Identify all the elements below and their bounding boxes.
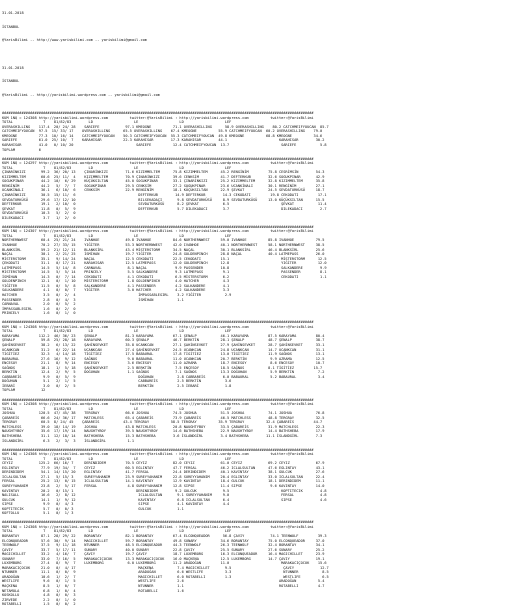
column-header-line: TOTAL T 81/82/83 LD LE LD LEF <box>2 165 232 170</box>
result-row: ELCONQUEADOR 57.6 30/ 9/ 14 MAGICHILLET 59.7 BORANTAY 49.8 SUNARY 34.6 BORANTAY 75.0 ELCONQUEADOR 37.0 <box>2 538 325 543</box>
result-row: ŞAHİNSEVKET 38.2 6/ 13/ 22 ŞAHİNSEVKET 35.8 UCANKCAN 27.1 ŞAHİNSEVKET 27.9 ŞAHİNSEVKET 28.7 ŞAHİNSEVKET 33.1 <box>2 343 325 348</box>
result-row: KIZIMMELTEM 60.6 25/ 11/ 4 KIZIMMELTEM 70.9 ÇINARİNKIZI 39.6 CENKSİM 41.7 DEFTERKUB 32.6 SOGUKPINAR 42.9 <box>2 174 325 179</box>
result-row: ÇEKODATI 31.1 0/ 17/ 21 KARAHISAR 12.5 LATMEPASS 12.0 GOLDENPINCH 12.8 YIĞİTER 12.0 <box>2 261 327 266</box>
result-row: ICLALSULTAN 27.1 5/ 15/ 3 SUREYYAHANIM 23.9 SUREYYAHANIM 22.8 SUREYYAHANIM 20.4 EGLINTAY 33.0 ICLALSULTAN 22.4 <box>2 474 325 479</box>
result-row: SEVDATURKÜSÜ 10.3 5/ 2/ 0 <box>2 211 76 216</box>
race-info-line: KUM 1NQ = 124307 http://yarisbilimi.wordpress.com twitter:@YarisBilimi : http://yarisbilimi.wordpress.com twitter:@YarisBilimi <box>2 229 314 234</box>
header-line: İSTANBUL <box>2 24 20 29</box>
result-row: İSLANDGİRL 6.3 2/ 3/ 3 İSLANDGİRL 1.1 <box>2 438 134 443</box>
result-row: ARADOĞAN 10.6 1/ 2/ 7 MAGICHILLET 6.0 ROTABELLI 1.3 WESTLIFE 6.5 <box>2 574 329 579</box>
race-block <box>2 225 528 316</box>
race-block <box>2 157 528 221</box>
result-row: BATHSHEBA 31.1 12/ 18/ 14 BATHSHEBA 15.3 BATHSHEBA 3.6 İSLANDGİRL 3.4 BATHSHEBA 11.1 İSLANDGİRL 7.3 <box>2 433 323 438</box>
race-block <box>2 398 528 443</box>
result-row: CARNAVAL 2.0 0/ 5/ 2 <box>2 302 76 307</box>
header-line: 31.01.2018 <box>2 65 24 70</box>
separator-line: ################################################################################################################################################ <box>2 447 314 452</box>
result-row: SUREYYAHANIM 23.8 2/ 5/ 17 FERSAL 4.8 SUREYYAHANIM 12.8 SIPSE 11.4 SIPSE 9.6 KAVINTAY 14.0 <box>2 483 325 488</box>
result-row: TERGRAY 60.5 8/ 24/ 45 ÇABAREİS 43.4 TERGRAY 58.5 TERGRAY 35.9 TERGRAY 32.4 ÇABAREİS 44.7 <box>2 420 323 425</box>
separator-line: ################################################################################################################################################ <box>2 224 314 229</box>
result-row: BORANTAY 87.1 28/ 29/ 22 BORANTAY 82.1 BORANTAY 67.4 ELCONQUEADOR 56.8 ÇAVIY 74.1 TEENWOLF 39.3 <box>2 533 327 538</box>
result-row: GULCUK 14.1 1/ 9/ 12 KAVINTAY 6.8 ICLALSULTAN 6.4 SIPSE 4.6 <box>2 497 327 502</box>
column-header-line: TOTAL T 81/82/83 LD LE LD LEF <box>2 233 232 238</box>
race-blocks <box>2 111 528 607</box>
result-row: YIĞİTER 11.5 0/ 5/ 8 SALKANDERE 4.1 PASSENDER 4.2 SALKANDERE 4.1 <box>2 283 230 288</box>
separator-line: ################################################################################################################################################ <box>2 111 314 116</box>
result-row: UCANKİNALI 36.1 6/ 10/ 6 CENKSİM 22.9 RENGİNİM 18.1 KÜÇÜKSILTAN 22.9 ŞEVKAT 24.5 SEVDATURKÜSÜ 18.7 <box>2 188 325 193</box>
result-row: HATCHER 3.5 0/ 2/ 4 İMPASSABLEGIRL 3.2 YIĞİTER 2.9 <box>2 293 232 297</box>
result-row: ROTABELLI 1.5 0/ 0/ 2 <box>2 602 76 607</box>
result-row: SOGUKPINAR 44.2 10/ 6/ 29 KÜÇÜKSILTAN 45.0 SOGUKPINAR 33.1 ÇINARİNKIZI 25.2 KIZIMMELTEM 32.8 KIZIMMELTEM 35.8 <box>2 179 325 184</box>
separator-line: ################################################################################################################################################ <box>2 320 314 325</box>
result-row: ZIRVEDE 2.2 0/ 1/ 0 <box>2 597 76 602</box>
result-row: ÇABAREİS 66.6 24/ 36/ 17 MATCHLESS 65.4 ÇABAREİS 73.9 ÇABAREİS 46.5 MATCHLESS 48.8 TERGRAY 32.5 <box>2 415 325 420</box>
result-row: MİSTERSTORM 14.5 5/ 5/ 14 PRINCELY 5.5 SALKANDERE 9.3 LATMEPASS 9.1 PASSENDER 8.1 <box>2 270 327 275</box>
column-header-line: TOTAL T 81/82/83 LD LE LD LEF <box>2 529 232 534</box>
result-row: JOSHUA 120.5 47/ 45/ 38 TERGRAY 66.6 JOSHUA 74.5 JOSHUA 51.5 JOSHUA 74.1 JOSHUA 76.8 <box>2 411 325 416</box>
result-row: ÇAVIY 33.7 5/ 17/ 11 SUNARY 40.0 SUNARY 22.8 ÇAVIY 25.5 SUNARY 27.6 SUNARY 25.2 <box>2 547 325 552</box>
result-row: DERINDIDEM 54.1 14/ 15/ 20 EGLINTAY 41.7 FERSAL 24.4 DERINDIDEM 40.1 KAVINTAY 38.1 GULCUK 27.6 <box>2 470 325 475</box>
race-info-line: KUM 1NQ = 124308 http://yarisbilimi.wordpress.com twitter:@YarisBilimi : http://yarisbilimi.wordpress.com twitter:@YarisBilimi <box>2 402 314 407</box>
result-row: TİGİTİEZ 32.3 4/ 14/ 18 TİGİTİEZ 17.5 BABAURAL 17.8 TİGİTİEZ 13.0 TİGİTİEZ 11.9 SAĞNOS 13.1 <box>2 352 325 357</box>
result-row: KAVINTAY 20.2 0/ 15/ 1 DERINDIDEM 9.2 GULCUK 9.5 KOPTITECIK 4.8 <box>2 488 327 493</box>
result-row: SALKANDERE 4.1 0/ 0/ 7 YIĞİTER 3.0 HATCHER 4.2 SALKANDERE 3.3 <box>2 288 230 293</box>
result-row: TOPLAM 6 <box>2 147 41 152</box>
result-row: İEBARİ 3.0 0/ 2/ 5 BERKTİN 2.5 İEBARİ 1.8 <box>2 383 232 388</box>
column-header-line: TOTAL T 81/82/83 LD LE LD LEF <box>2 406 232 411</box>
result-row: FERSAL 25.2 13/ 0/ 15 ICLALSULTAN 14.1 KAVINTAY 12.9 KAVINTAY 18.4 GULCUK 18.1 DERINDIDEM 11.1 <box>2 479 325 484</box>
header-line: İSTANBUL <box>2 79 20 84</box>
column-header-line: TOTAL T 81/82/83 LD LE LD LEF <box>2 456 232 461</box>
page-header <box>2 2 528 107</box>
result-row: ŞENALP 59.8 25/ 28/ 18 KARAYAMA 60.3 ŞENALP 46.7 BERKTİN 28.1 ŞENALP 48.7 ŞENALP 38.7 <box>2 338 325 343</box>
result-row: NORTHERNWEST 60.4 25/ 21/ 24 IVANHOE 49.8 IVANHOE 84.6 NORTHERNWEST 59.0 IVANHOE 85.8 IVANHOE 79.5 <box>2 238 325 243</box>
result-row: KMEOGNE 77.3 10/ 16/ 14 CATCHMEIFYOUCAN 50.3 CATCHMEIFYOUCAN 55.3 CATCHMEIFYOUCAN 49.8 KMEOGNE 68.8 KMEOGNE 34.6 <box>2 133 323 138</box>
result-row: MAÇKENA 8.5 1/ 0/ 7 NTUNNER 1.1 ROTABELLI 4.7 <box>2 584 325 588</box>
result-row: İSMİHAN 14.3 0/ 7/ 14 CEKODATI 4.1 CEKODATI 6.5 MİSTERSTORM 6.2 CEKODATI 1.1 <box>2 274 327 279</box>
result-row: MARAKACIÇOCUK 21.0 0/ 4/ 17 MAÇKENA 7.4 MAGICHILLET 9.5 ÇAVIY 12.7 <box>2 565 329 570</box>
result-row: BABAURAL 27.6 16/ 9/ 12 SAĞNOS 9.0 BABAURAL 11.0 UCANKCAN 20.7 BERKTİN 9.9 AZRAMA 12.5 <box>2 356 325 361</box>
result-row: LUXEMBORG 27.4 8/ 9/ 7 LUXEMBORG 6.0 LUXEMBORG 11.2 ARADOĞAN 11.0 MARAKACIÇOCUK 15.6 <box>2 561 327 566</box>
header-line: @YarisBilimi -- http://yarisbilimi.wordpress.com -- yarisbilimi@gmail.com <box>2 92 160 97</box>
result-row: SUNARY 33.0 7/ 16/ 5 MARAKACIÇOCUK 13.3 MARAKACIÇOCUK 16.0 MAÇKENA 12.5 LUXEMBORG 14.7 ÇAVIY 19.1 <box>2 556 325 561</box>
result-row: KARAYAMA 112.2 46/ 36/ 23 ŞENALP 81.3 KARAYAMA 67.1 ŞENALP 46.1 KARAYAMA 87.5 KARAYAMA 80.4 <box>2 333 325 338</box>
result-row: SAĞNOS 18.1 1/ 5/ 18 ŞAHİNSEVKET 2.5 BERKTİN 7.5 ENCESOY 18.5 SAĞNOS 8.1 TİGİTİEZ 15.7 <box>2 365 323 370</box>
result-row: ÇINARİNKIZI 99.2 36/ 20/ 13 ÇINARİNKIZI 71.6 KIZIMMELTEM 75.8 KIZIMMELTEM 45.2 RENGİNİM 75.8 CESRİMSİN 54.3 <box>2 170 325 175</box>
header-line: 31.01.2018 <box>2 11 24 16</box>
result-row: BERKTİN 12.4 2/ 9/ 5 DOĞUHAN 1.1 SAĞNOS 7.1 SAĞNOS 13.3 DOĞUHAN 5.9 BERKTİN 7.2 <box>2 370 325 375</box>
separator-line: ################################################################################################################################################ <box>2 397 314 402</box>
race-info-line: KUM 1NQ = 124308 http://yarisbilimi.wordpress.com twitter:@YarisBilimi : http://yarisbilimi.wordpress.com twitter:@YarisBilimi <box>2 324 314 329</box>
result-row: ÇINARİNKIZI 30.5 15/ 11/ 6 DEFTERKUB 14.9 DEFTERKUB 14.3 CEKODATI 19.8 CEKODATI 17.1 <box>2 192 327 197</box>
result-row: KARAHISAR 41.0 0/ 10/ 20 SARIEFE 12.4 CATCHMEIFYOUCAN 13.7 SARIEFE 5.8 <box>2 142 327 147</box>
result-row: NAUGHTYBOY 35.6 17/ 19/ 14 NAUGHTYBOY 39.5 NAUGHTYBOY 14.6 BATHSHEBA 22.9 NAUGHTYBOY 14.4 BATHSHEBA 17.9 <box>2 429 325 434</box>
result-row: NETAMOLA 6.8 1/ 0/ 4 ROTABELLI 1.6 <box>2 588 184 593</box>
result-row: CATCHMEIFYOUCAN 97.5 15/ 33/ 17 OVERASHILLING 65.5 OVERASHILLING 67.4 KMEOGNE 55.9 CATCHMEIFYOUCAN 60.2 OVERASHILLING 79.0 <box>2 129 323 134</box>
result-row: CEYIZ 125.2 66/ 16/ 7 DERINDIDEM 70.5 CEYIZ 82.0 CEYIZ 61.0 CEYIZ 69.2 CEYIZ 67.9 <box>2 461 325 466</box>
column-header-line: TOTAL T 81/82/83 LD LE LD LEF <box>2 329 232 334</box>
result-row: OVERASHILLING 117.4 20/ 24/ 28 SARIEFE 97.1 KMEOGNE 71.1 OVERASHILLING 58.9 OVERASHILLING 80.2 CATCHMEIFYOUCAN 85.7 <box>2 124 329 129</box>
result-row: SEVDATURKÜSÜ 29.6 17/ 12/ 10 BILSEKADAÇI 9.8 SEVDATURKÜSÜ 8.9 SEVDATURKÜSÜ 13.0 KÜÇÜKSILTAN 15.5 <box>2 197 325 202</box>
result-row: PASSENDER 2.8 0/ 4/ 3 İSMİHAN 1.1 <box>2 297 184 302</box>
race-block <box>2 448 528 516</box>
separator-line: ################################################################################################################################################ <box>2 156 314 161</box>
result-row: TOPLAM 12 <box>2 388 46 393</box>
result-row: TEENWOLF 37.5 9/ 11/ 18 NTUNNER 48.5 ELCONQUEADOR 44.3 TEENWOLF 26.3 TEENWOLF 32.4 BORANTAY 34.1 <box>2 543 325 548</box>
race-block <box>2 320 528 393</box>
result-row: BLANKSİRL 59.2 21/ 12/ 11 BLANKSİRL 43.4 MİSTERSTORM 34.5 NAÇAL 30.1 BLANKSİRL 46.4 BLANKSİRL 25.6 <box>2 247 325 252</box>
race-info-line: KUM 1NQ = 124308 http://yarisbilimi.wordpress.com twitter:@YarisBilimi : http://yarisbilimi.wordpress.com twitter:@YarisBilimi <box>2 452 314 457</box>
result-row: KOFTOLLU 5.1 0/ 1/ 3 <box>2 511 74 516</box>
result-row: NALISALL 16.6 2/ 8/ 12 ICLALSULTAN 9.1 SUREYYAHANIM 9.0 FERSAL 4.8 <box>2 493 327 498</box>
separator-line: ################################################################################################################################################ <box>2 520 314 525</box>
column-header-line: TOTAL T 81/82/83 LD LE LD LEF <box>2 120 232 125</box>
result-row: WESTLIFE 9.6 0/ 1/ 5 WESTLIFE 2.6 ARADOĞAN 5.4 <box>2 579 325 584</box>
result-row: İMPASSABLEGIRL 1.6 0/ 2/ 0 <box>2 306 76 311</box>
result-row: MATCHLESS 39.0 18/ 14/ 19 JOSHUA 43.8 MATCHLESS 20.8 NAUGHTYBOY 33.5 ÇABAREİS 31.9 MATCHLESS 22.3 <box>2 424 325 429</box>
result-row: LATMEPASS 14.5 5/ 14/ 8 CARNAVAL 8.1 NAÇAL 9.9 PASSENDER 10.8 SALKANDERE 9.9 <box>2 265 327 270</box>
result-row: RENGİNİM 44.2 5/ 7/ 7 SOGUKPINAR 29.5 CENKSİM 27.2 SOGUKPINAR 23.6 UCANKİNALI 30.1 RENGİNİM 27.1 <box>2 183 325 188</box>
result-row: ENCESOY 21.1 8/ 9/ 14 ENCESOY 3.6 ENCESOY 11.0 AZRAMA 18.7 ENCESOY 8.6 ENCESOY 10.7 <box>2 361 325 366</box>
result-row: NTUNNER 11.1 0/ 0/ 9 ARADOĞAN 6.6 WESTLIFE 3.3 NTUNNER 8.5 <box>2 570 329 575</box>
result-row: DOĞUHAN 5.1 2/ 1/ 5 CABBAREİS 2.5 BERKTİN 3.6 <box>2 379 232 384</box>
header-spacer <box>2 52 528 57</box>
result-row: DEFTERKUB 19.1 2/ 10/ 0 SEVDATURKÜSÜ 8.2 ŞEVKAT 6.5 ŞEVKAT 11.4 <box>2 202 327 207</box>
result-row: IVANHOE 70.2 27/ 33/ 15 YIĞİTER 53.3 NORTHERNWEST 42.0 IVANHOE 40.1 NORTHERNWEST 58.1 NORTHERNWEST 38.5 <box>2 242 325 247</box>
result-row: KOPTITECIK 5.7 0/ 0/ 3 GULCUK 1.1 <box>2 506 184 511</box>
result-row: CABBAREİS 9.9 0/ 5/ 9 DOĞUHAN 2.8 CABBAREİS 6.0 BABAURAL 5.2 BABAURAL 3.4 <box>2 374 325 379</box>
result-row: PRINCELY 1.6 0/ 1/ 0 <box>2 311 76 316</box>
result-row: ŞEVKAT 11.8 0/ 5/ 9 DEFTERKUB 5.7 DILEKADACI 3.7 DILEKADACI 2.7 <box>2 206 327 211</box>
result-row: MİSTERSTORM 35.1 9/ 14/ 24 NAÇAL 12.5 CEKODATI 22.5 CEKODATI 15.1 MİSTERSTORM 12.5 <box>2 256 327 261</box>
result-row: NAÇAL 30.1 2/ 21/ 25 İSMİHAN 19.7 YIĞİTER 24.8 GOLDENPINCH 28.8 NAÇAL 40.4 LATMEPASS 26.0 <box>2 252 325 257</box>
result-row: UCANKCAN 31.2 6/ 22/ 14 UCANKCAN 27.4 ŞAHİNSEVKET 24.5 UCANKCAN 24.8 UCANKCAN 14.7 UCANKCAN 31.1 <box>2 347 325 352</box>
header-line: @YarisBilimi -- http://www.yarisbilimi.com -- yarisbilimi@gmail.com <box>2 38 147 43</box>
race-info-line: KUM 1NQ = 124297 http://yarisbilimi.wordpress.com twitter:@YarisBilimi : http://yarisbilimi.wordpress.com twitter:@YarisBilimi <box>2 161 314 166</box>
result-row: KOSKOLLU 4.8 0/ 0/ 3 <box>2 593 76 598</box>
result-row: DILEKADACI 3.7 1/ 2/ 0 <box>2 215 76 220</box>
race-info-line: KUM 1NQ = 124308 http://yarisbilimi.wordpress.com twitter:@YarisBilimi : http://yarisbilimi.wordpress.com twitter:@YarisBilimi <box>2 524 314 529</box>
result-row: SARIEFE 61.0 25/ 10/ 7 KARAHISAR 22.3 KARAHISAR 17.3 KARAHISAR 44.1 KARAHISAR 30.2 <box>2 138 325 143</box>
result-row: GOLDENPINCH 12.1 0/ 1/ 10 MİSTERSTORM 1.8 GOLDENPINCH 4.0 HATCHER 4.3 <box>2 279 230 284</box>
race-info-line: KUM 1NQ = 124308 http://yarisbilimi.wordpress.com twitter:@YarisBilimi : http://yarisbilimi.wordpress.com twitter:@YarisBilimi <box>2 115 314 120</box>
race-block <box>2 111 528 152</box>
result-row: MAGICHILLET 33.2 4/ 16/ 7 ÇAVIY 19.7 ÇAVIY 18.7 LUXEMBORG 16.3 ELCONQUEADOR 16.4 MAGICHILLET 23.9 <box>2 552 325 557</box>
result-row: SIPSE 9.9 0/ 4/ 3 SIPSE 4.1 KAVINTAY 4.4 <box>2 502 230 507</box>
race-block <box>2 520 528 606</box>
result-row: EGLINTAY 77.9 19/ 34/ 7 CEYIZ 60.5 EGLINTAY 47.7 FERSAL 46.2 ICLALSULTAN 47.6 EGLINTAY 43.1 <box>2 465 325 470</box>
